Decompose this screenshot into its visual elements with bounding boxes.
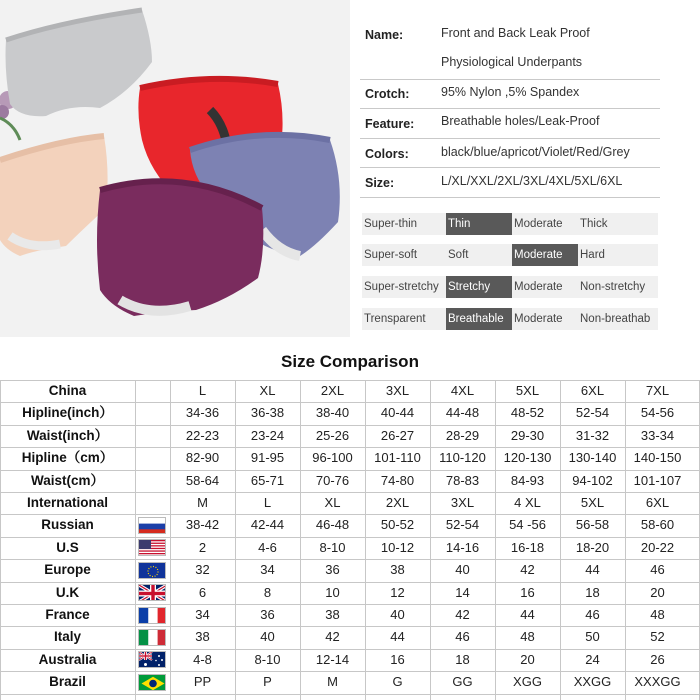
table-cell: 44: [520, 607, 535, 622]
table-cell: 140-150: [633, 450, 682, 466]
table-cell: 42: [520, 562, 535, 578]
table-cell: M: [197, 495, 208, 510]
table-row-label: Hipline（cm）: [21, 450, 114, 466]
table-row-label: Europe: [44, 562, 91, 578]
spec-label-name: Name:: [365, 28, 404, 42]
table-cell: PP: [193, 674, 212, 690]
table-row-label: France: [45, 607, 90, 622]
table-cell: 84-93: [510, 472, 545, 488]
table-cell: 28-29: [445, 427, 480, 443]
table-cell: 48-52: [510, 405, 545, 421]
table-cell: 10-12: [380, 539, 415, 555]
table-cell: 40: [390, 607, 405, 622]
table-cell: 130-140: [568, 450, 617, 466]
table-cell: 36: [325, 562, 340, 578]
rating-breathability: [362, 308, 658, 330]
spec-value-feature: Breathable holes/Leak-Proof: [441, 114, 600, 128]
table-cell: 38: [325, 607, 340, 622]
table-cell: 48: [650, 607, 665, 622]
rating-option-selected: Thin: [446, 213, 512, 235]
rating-stretch: [362, 276, 658, 298]
table-cell: 54-56: [640, 405, 675, 421]
table-cell: 46-48: [315, 517, 350, 533]
table-cell: 18: [585, 584, 600, 600]
table-cell: XXGG: [573, 674, 612, 690]
table-cell: 18: [455, 651, 470, 667]
rating-option-selected: Moderate: [512, 244, 578, 266]
spec-label-feature: Feature:: [365, 117, 415, 131]
rating-option: Moderate: [514, 313, 563, 325]
spec-label-crotch: Crotch:: [365, 87, 410, 101]
rating-option: Moderate: [514, 218, 563, 230]
table-cell: 42-44: [250, 517, 285, 533]
spec-value-size: L/XL/XXL/2XL/3XL/4XL/5XL/6XL: [441, 174, 623, 188]
product-photo: [0, 0, 350, 337]
spec-value-name-line1: Front and Back Leak Proof: [441, 26, 590, 40]
table-cell: 33-34: [640, 427, 675, 443]
table-cell: XGG: [513, 674, 542, 690]
table-cell: L: [263, 495, 272, 510]
spec-row-size: [360, 168, 660, 198]
table-cell: 25-26: [315, 427, 350, 443]
rating-option: Non-stretchy: [580, 281, 646, 293]
underwear-illustration: [0, 0, 350, 337]
table-cell: 4-8: [193, 651, 212, 667]
table-cell: 6: [198, 584, 207, 600]
table-cell: 46: [650, 562, 665, 578]
table-cell: 70-76: [315, 472, 350, 488]
table-gridline: [135, 380, 136, 700]
table-cell: 40: [455, 562, 470, 578]
table-cell: 52-54: [445, 517, 480, 533]
table-cell: 58-60: [640, 517, 675, 533]
table-cell: 50: [585, 629, 600, 645]
table-cell: 29-30: [510, 427, 545, 443]
table-cell: XL: [324, 495, 341, 510]
spec-label-colors: Colors:: [365, 147, 409, 161]
spec-value-name-line2: Physiological Underpants: [441, 55, 583, 69]
table-cell: 34: [195, 607, 210, 622]
table-cell: 3XL: [385, 383, 410, 398]
spec-row-feature: [360, 109, 660, 139]
table-cell: 4 XL: [514, 495, 541, 510]
usa-flag-icon: [138, 539, 166, 556]
table-cell: 8-10: [319, 539, 346, 555]
table-cell: 46: [585, 607, 600, 622]
table-cell: 6XL: [645, 495, 670, 510]
spec-row-name: [360, 18, 660, 80]
table-cell: 20: [650, 584, 665, 600]
table-cell: 26-27: [380, 427, 415, 443]
table-cell: 2: [198, 539, 207, 555]
table-cell: 48: [520, 629, 535, 645]
table-cell: 20: [520, 651, 535, 667]
table-cell: 16-18: [510, 539, 545, 555]
table-cell: 32: [195, 562, 210, 578]
spec-row-colors: [360, 139, 660, 168]
spec-value-crotch: 95% Nylon ,5% Spandex: [441, 85, 580, 99]
table-cell: 8-10: [254, 651, 281, 667]
table-row-label: Waist(cm）: [30, 472, 104, 488]
table-cell: 38: [390, 562, 405, 578]
table-cell: 120-130: [503, 450, 552, 466]
table-cell: 16: [520, 584, 535, 600]
table-cell: 5XL: [580, 495, 605, 510]
table-cell: P: [263, 674, 272, 690]
table-cell: 82-90: [185, 450, 220, 466]
table-cell: 78-83: [445, 472, 480, 488]
table-cell: 3XL: [450, 495, 475, 510]
table-cell: 38: [195, 629, 210, 645]
rating-option: Super-thin: [364, 218, 418, 230]
table-cell: 14: [455, 584, 470, 600]
table-cell: 2XL: [320, 383, 345, 398]
rating-thickness: [362, 213, 658, 235]
italy-flag-icon: [138, 629, 166, 646]
australia-flag-icon: [138, 651, 166, 668]
table-cell: 46: [455, 629, 470, 645]
table-cell: 10: [325, 584, 340, 600]
table-row-label: International: [26, 495, 108, 510]
table-cell: 2XL: [385, 495, 410, 510]
rating-option-selected: Breathable: [446, 308, 512, 330]
size-comparison-table: [0, 380, 700, 700]
spec-value-colors: black/blue/apricot/Violet/Red/Grey: [441, 145, 630, 159]
table-cell: 36: [260, 607, 275, 622]
table-cell: 91-95: [250, 450, 285, 466]
table-cell: 42: [455, 607, 470, 622]
table-cell: 4-6: [258, 539, 277, 555]
table-cell: 6XL: [580, 383, 605, 398]
table-cell: 44-48: [445, 405, 480, 421]
table-cell: 110-120: [439, 450, 486, 466]
rating-option: Super-stretchy: [364, 281, 439, 293]
table-cell: 18-20: [575, 539, 610, 555]
table-cell: 26: [650, 651, 665, 667]
table-row-label: China: [48, 383, 87, 398]
spec-label-size: Size:: [365, 176, 395, 190]
table-cell: 65-71: [250, 472, 285, 488]
rating-option: Trensparent: [364, 313, 426, 325]
table-cell: GG: [452, 674, 473, 690]
size-comparison-title: Size Comparison: [281, 352, 419, 371]
rating-option: Non-breathab: [580, 313, 651, 325]
table-cell: 40-44: [380, 405, 415, 421]
table-cell: 50-52: [380, 517, 415, 533]
rating-option: Hard: [580, 249, 605, 261]
table-cell: 44: [585, 562, 600, 578]
table-row-label: Australia: [38, 651, 97, 667]
eu-flag-icon: [138, 562, 166, 579]
table-cell: 38-40: [315, 405, 350, 421]
rating-option: Super-soft: [364, 249, 418, 261]
table-cell: 5XL: [515, 383, 540, 398]
rating-option-selected: Stretchy: [446, 276, 512, 298]
rating-option: Soft: [448, 249, 469, 261]
table-cell: 12: [390, 584, 405, 600]
rating-softness: [362, 244, 658, 266]
table-cell: 58-64: [185, 472, 220, 488]
russia-flag-icon: [138, 517, 166, 534]
table-cell: 22-23: [185, 427, 220, 443]
table-gridline: [0, 694, 700, 695]
table-cell: 16: [390, 651, 405, 667]
table-cell: 36-38: [250, 405, 285, 421]
rating-option: Moderate: [514, 281, 563, 293]
table-row-label: U.K: [55, 584, 80, 600]
table-cell: 74-80: [380, 472, 415, 488]
table-cell: G: [392, 674, 403, 690]
table-cell: 94-102: [572, 472, 613, 488]
spec-row-crotch: [360, 80, 660, 109]
table-cell: 44: [390, 629, 405, 645]
table-cell: 52-54: [575, 405, 610, 421]
table-cell: 34: [260, 562, 275, 578]
table-cell: 42: [325, 629, 340, 645]
table-row-label: Hipline(inch）: [22, 405, 113, 421]
table-cell: 40: [260, 629, 275, 645]
table-cell: 34-36: [185, 405, 220, 421]
uk-flag-icon: [138, 584, 166, 601]
table-cell: 101-110: [374, 450, 421, 466]
table-cell: 96-100: [312, 450, 353, 466]
table-cell: 52: [650, 629, 665, 645]
table-cell: XL: [259, 383, 276, 398]
table-row-label: U.S: [56, 539, 79, 555]
table-cell: 23-24: [250, 427, 285, 443]
table-cell: 31-32: [575, 427, 610, 443]
brazil-flag-icon: [138, 674, 166, 691]
table-cell: 101-107: [633, 472, 682, 488]
rating-option: Thick: [580, 218, 608, 230]
table-cell: 54 -56: [509, 517, 546, 533]
table-row-label: Italy: [53, 629, 81, 645]
table-cell: XXXGG: [634, 674, 681, 690]
table-row-label: Waist(inch）: [26, 427, 109, 443]
table-cell: 7XL: [645, 383, 670, 398]
table-cell: 38-42: [185, 517, 220, 533]
table-row-label: Russian: [41, 517, 94, 533]
table-row-label: Brazil: [49, 674, 86, 690]
table-cell: 56-58: [575, 517, 610, 533]
table-cell: 20-22: [640, 539, 675, 555]
table-cell: L: [198, 383, 207, 398]
table-cell: 8: [263, 584, 272, 600]
table-cell: 12-14: [315, 651, 350, 667]
france-flag-icon: [138, 607, 166, 624]
table-cell: 24: [585, 651, 600, 667]
table-cell: 14-16: [445, 539, 480, 555]
table-cell: 4XL: [450, 383, 475, 398]
table-cell: M: [327, 674, 338, 690]
